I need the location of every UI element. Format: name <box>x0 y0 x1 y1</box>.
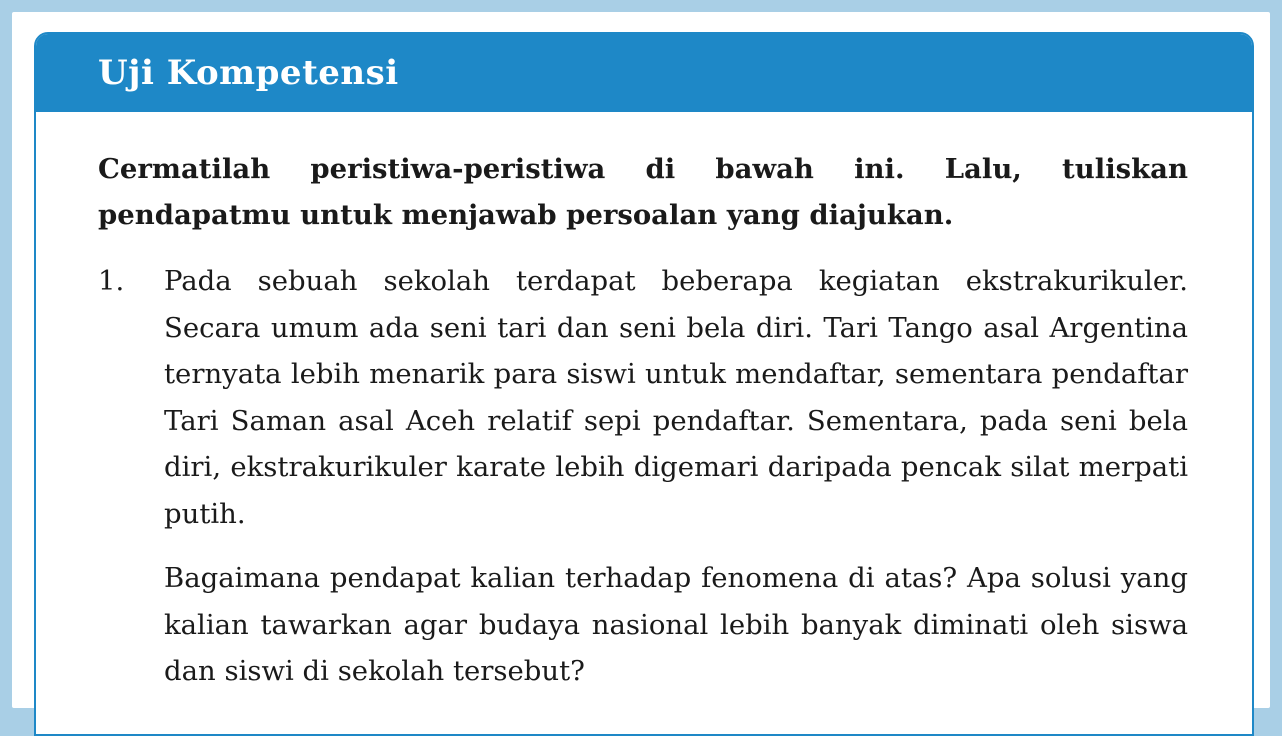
card-title: Uji Kompetensi <box>98 53 399 93</box>
question-item <box>98 258 1188 695</box>
card-header <box>36 34 1252 112</box>
item-paragraph: Pada sebuah sekolah terdapat beberapa kegiatan ekstrakurikuler. Secara umum ada seni tari dan seni bela diri. Tari Tango asal Argentina ternyata lebih menarik para siswi untuk mendaftar, sementara pendaftar Tari Saman asal Aceh relatif sepi pendaftar. Sementara, pada seni bela diri, ekstrakurikuler karate lebih digemari daripada pencak silat merpati putih. <box>164 265 1188 530</box>
item-body <box>164 258 1188 695</box>
competency-card <box>34 32 1254 736</box>
item-number: 1. <box>98 265 125 297</box>
item-question: Bagaimana pendapat kalian terhadap fenomena di atas? Apa solusi yang kalian tawarkan agar budaya nasional lebih banyak diminati oleh siswa dan siswi di sekolah tersebut? <box>164 562 1188 687</box>
instruction-text: Cermatilah peristiwa-peristiwa di bawah ini. Lalu, tuliskan pendapatmu untuk menjawab persoalan yang diajukan. <box>98 153 1188 231</box>
page <box>12 12 1270 708</box>
